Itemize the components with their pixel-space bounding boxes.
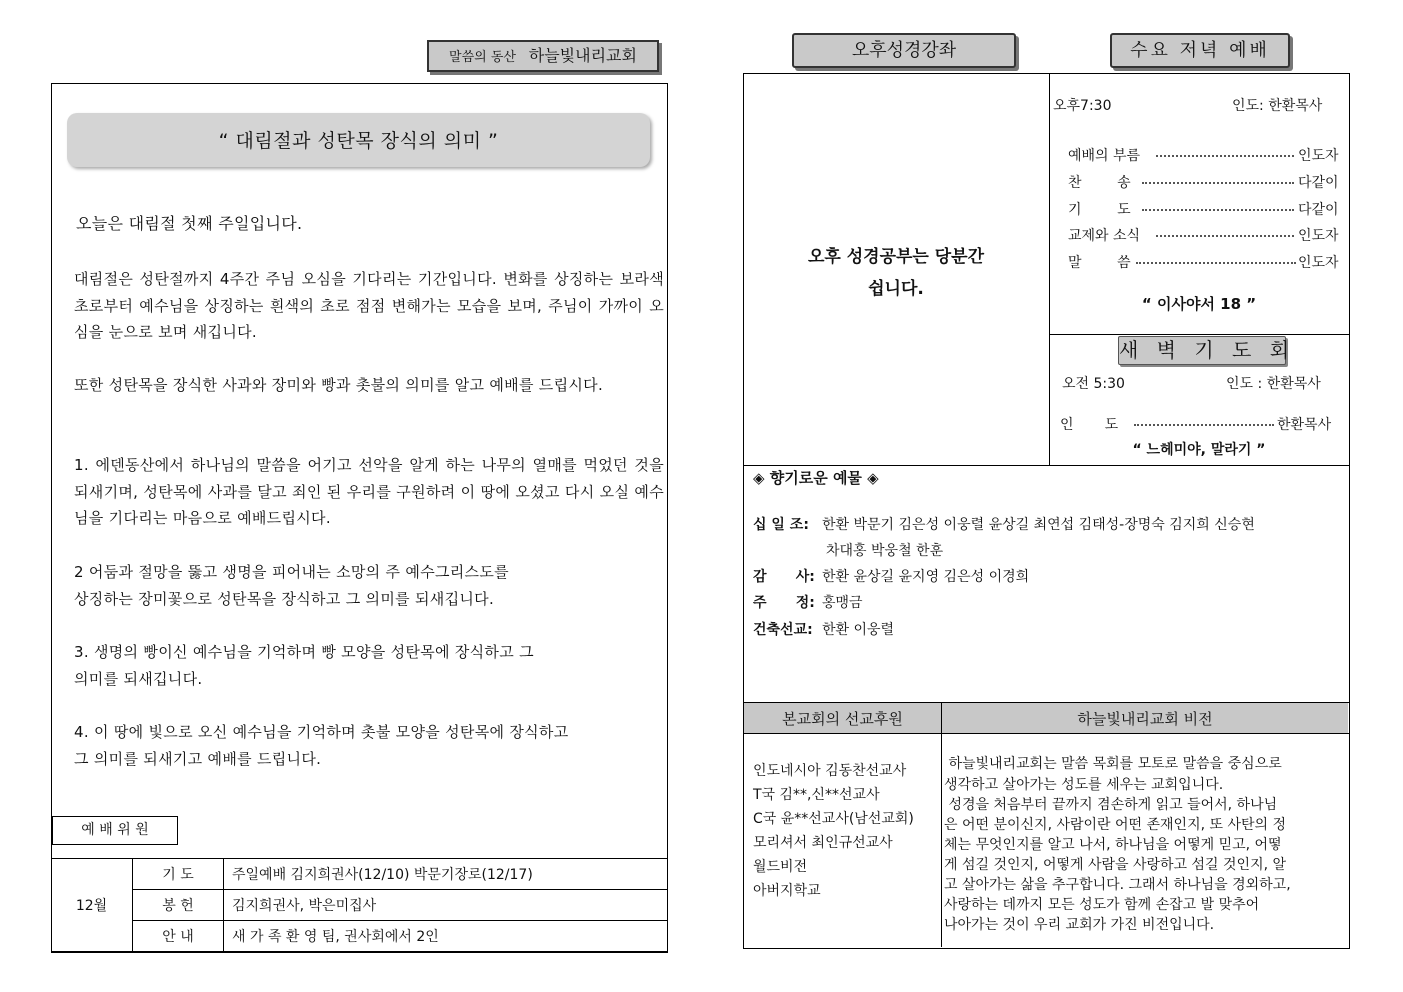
committee-value: 김지희권사, 박은미집사 — [224, 890, 668, 921]
missions-header: 본교회의 선교후원 — [782, 710, 903, 728]
paragraph-advent: 대림절은 성탄절까지 4주간 주님 오심을 기다리는 기간입니다. 변화를 상징하는 보라색 초로부터 예수님을 상징하는 흰색의 초로 점점 변해가는 모습을 보며, 주님이 가까이 오심을 눈으로 보며 새깁니다. — [74, 270, 664, 341]
offering-names: 홍맹금 — [822, 595, 863, 611]
order-dots — [1156, 235, 1294, 237]
offering-names: 한환 윤상길 윤지영 김은성 이경희 — [822, 569, 1030, 585]
paragraph-rose-1: 2 어둠과 절망을 뚫고 생명을 피어내는 소망의 주 예수그리스도를 — [74, 563, 509, 581]
committee-label: 예 배 위 원 — [52, 816, 178, 845]
order-by: 다같이 — [1298, 202, 1339, 218]
vision-line: 나아가는 것이 우리 교회가 가진 비전입니다. — [944, 917, 1215, 933]
paragraph-rose-2: 상징하는 장미꽃으로 성탄목을 장식하고 그 의미를 되새깁니다. — [74, 590, 495, 608]
dawn-scripture: “ 느헤미야, 말라기 ” — [1132, 442, 1266, 458]
wednesday-header: 수요 저녁 예배 — [1110, 33, 1290, 68]
paragraph-apple: 1. 에덴동산에서 하나님의 말씀을 어기고 선악을 알게 하는 나무의 열매를 먹었던 것을 되새기며, 성탄목에 사과를 달고 죄인 된 우리를 구원하려 이 땅에 오셨고 다시 오실 예수님을 기다리는 마음으로 예배드립시다. — [74, 456, 664, 527]
order-by: 인도자 — [1298, 228, 1339, 244]
afternoon-notice-line2: 쉽니다. — [868, 279, 924, 299]
divider — [1049, 73, 1050, 465]
offering-label: 주 정: — [753, 595, 815, 611]
paragraph-candle-2: 그 의미를 되새기고 예배를 드립니다. — [74, 750, 322, 768]
paragraph-intro: 오늘은 대림절 첫째 주일입니다. — [76, 214, 303, 233]
dawn-time: 오전 5:30 — [1062, 376, 1125, 392]
vision-line: 사랑하는 데까지 모든 성도가 함께 손잡고 발 맞추어 — [944, 897, 1260, 913]
vision-line: 게 섬길 것인지, 어떻게 사람을 사랑하고 섬길 것인지, 알 — [944, 857, 1287, 873]
dawn-item: 인 도 — [1060, 417, 1119, 433]
paragraph-candle-1: 4. 이 땅에 빛으로 오신 예수님을 기억하며 촛불 모양을 성탄목에 장식하고 — [74, 723, 569, 741]
offering-label: 건축선교: — [753, 622, 813, 638]
committee-role: 봉 헌 — [133, 890, 224, 921]
order-by: 다같이 — [1298, 175, 1339, 191]
divider — [941, 702, 942, 947]
vision-header: 하늘빛내리교회 비전 — [1077, 710, 1213, 728]
order-item: 예배의 부름 — [1068, 148, 1141, 164]
order-by: 인도자 — [1298, 148, 1339, 164]
vision-line: 체는 무엇인지를 알고 나서, 하나님을 어떻게 믿고, 어떻 — [944, 837, 1282, 853]
dawn-leader: 인도 : 한환목사 — [1226, 376, 1321, 392]
church-motto: 말씀의 동산 — [449, 50, 516, 65]
sermon-title: “ 대림절과 성탄목 장식의 의미 ” — [218, 130, 499, 152]
wednesday-scripture: “ 이사야서 18 ” — [1141, 295, 1257, 313]
paragraph-bread-2: 의미를 되새깁니다. — [74, 670, 203, 688]
order-item: 찬 송 — [1068, 175, 1131, 191]
vision-line: 생각하고 살아가는 성도를 세우는 교회입니다. — [944, 777, 1224, 793]
committee-table — [51, 858, 668, 952]
vision-line: 성경을 처음부터 끝까지 겸손하게 읽고 들어서, 하나님 — [944, 797, 1278, 813]
church-name: 하늘빛내리교회 — [528, 46, 637, 65]
afternoon-header: 오후성경강좌 — [792, 33, 1016, 68]
wednesday-time: 오후7:30 — [1053, 98, 1112, 114]
mission-item: T국 김**,신**선교사 — [753, 787, 880, 803]
dawn-dots — [1134, 424, 1274, 426]
offering-label: 감 사: — [753, 569, 815, 585]
committee-role: 안 내 — [133, 921, 224, 952]
order-dots — [1136, 262, 1296, 264]
committee-role: 기 도 — [133, 859, 224, 890]
offering-names: 한환 이웅렬 — [822, 622, 895, 638]
order-item: 교제와 소식 — [1068, 228, 1141, 244]
order-dots — [1142, 209, 1294, 211]
order-item: 말 씀 — [1068, 255, 1131, 271]
mission-item: 인도네시아 김동찬선교사 — [753, 763, 907, 779]
vision-line: 하늘빛내리교회는 말씀 목회를 모토로 말씀을 중심으로 — [944, 756, 1282, 772]
mission-item: 월드비전 — [753, 859, 808, 875]
afternoon-notice-line1: 오후 성경공부는 당분간 — [807, 247, 985, 267]
divider — [1049, 334, 1349, 335]
dawn-by: 한환목사 — [1277, 417, 1332, 433]
committee-month: 12월 — [51, 859, 133, 952]
offering-label: 십 일 조: — [753, 517, 809, 533]
order-dots — [1142, 182, 1294, 184]
wednesday-leader: 인도: 한환목사 — [1232, 98, 1323, 114]
mission-item: 아버지학교 — [753, 883, 821, 899]
committee-value: 새 가 족 환 영 팀, 권사회에서 2인 — [224, 921, 668, 952]
mission-item: C국 윤**선교사(남선교회) — [753, 811, 914, 827]
order-item: 기 도 — [1068, 202, 1131, 218]
mission-item: 모리셔서 최인규선교사 — [753, 835, 893, 851]
offering-names: 한환 박문기 김은성 이웅렬 윤상길 최연섭 김태성-장명숙 김지희 신승현 — [822, 517, 1255, 533]
committee-value: 주일예배 김지희권사(12/10) 박문기장로(12/17) — [224, 859, 668, 890]
offering-names: 차대홍 박웅철 한훈 — [826, 543, 944, 559]
divider — [743, 733, 1349, 734]
dawn-header: 새 벽 기 도 회 — [1118, 336, 1286, 365]
vision-line: 고 살아가는 삶을 추구합니다. 그래서 하나님을 경외하고, — [944, 877, 1291, 893]
vision-line: 은 어떤 분이신지, 사람이란 어떤 존재인지, 또 사탄의 정 — [944, 817, 1287, 833]
offerings-title: ◈ 향기로운 예물 ◈ — [753, 469, 879, 487]
church-header — [427, 40, 659, 72]
paragraph-tree: 또한 성탄목을 장식한 사과와 장미와 빵과 촛불의 의미를 알고 예배를 드립시다. — [74, 376, 604, 394]
divider — [743, 465, 1349, 466]
order-by: 인도자 — [1298, 255, 1339, 271]
paragraph-bread-1: 3. 생명의 빵이신 예수님을 기억하며 빵 모양을 성탄목에 장식하고 그 — [74, 643, 534, 661]
order-dots — [1156, 155, 1294, 157]
